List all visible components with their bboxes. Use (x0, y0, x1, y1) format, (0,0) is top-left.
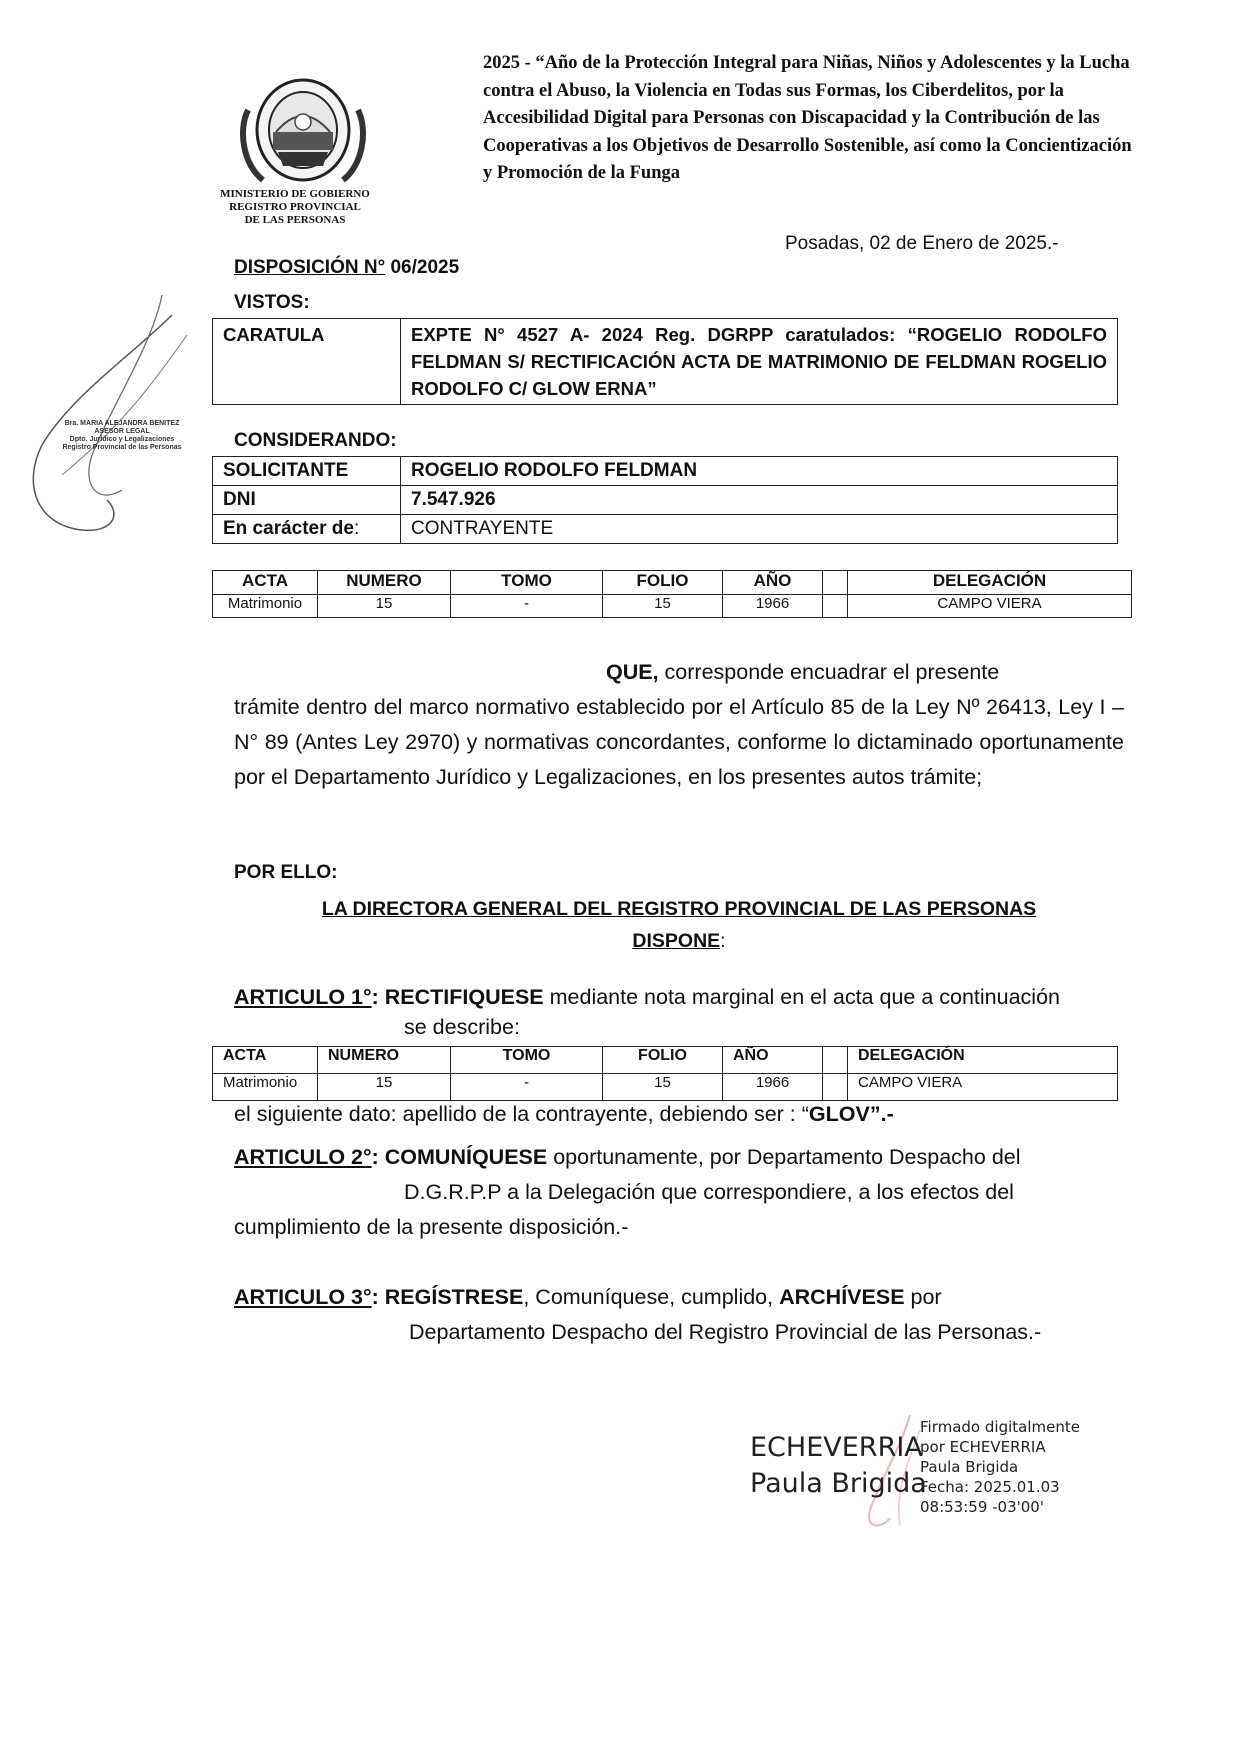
article-3 (234, 1280, 1124, 1350)
applicant-key-text: En carácter de (223, 518, 354, 539)
caratula-row (213, 319, 1118, 405)
que-lead: QUE, (606, 660, 659, 684)
article-2-colon: : (371, 1145, 379, 1169)
article-2-text3: cumplimiento de la presente disposición.- (234, 1215, 629, 1239)
applicant-value: ROGELIO RODOLFO FELDMAN (401, 457, 1118, 486)
acta-header-cell: TOMO (451, 571, 603, 595)
signature-detail-line: por ECHEVERRIA (920, 1438, 1046, 1456)
applicant-key-suffix: : (353, 518, 360, 539)
article-3-verb2: ARCHÍVESE (779, 1285, 905, 1309)
acta-header-cell: AÑO (723, 571, 823, 595)
acta-header-cell: TOMO (451, 1047, 603, 1074)
que-text-rest: trámite dentro del marco normativo establecido por el Artículo 85 de la Ley Nº 26413, Ley I – N° 89 (Antes Ley 2970) y normativas concordantes, conforme lo dictaminado oportunamente por el Departamento Jurídico y Legalizaciones, en los presentes autos trámite; (234, 695, 1124, 789)
article-2-verb: COMUNÍQUESE (378, 1145, 548, 1169)
que-first-line (234, 655, 1124, 690)
ministry-heading (205, 188, 385, 227)
signer-name-line: Paula Brigida (750, 1468, 927, 1499)
disposition-label: DISPOSICIÓN N° (234, 257, 386, 278)
place-date: Posadas, 02 de Enero de 2025.- (785, 233, 1059, 254)
article-1-tail-text: el siguiente dato: apellido de la contrayente, debiendo ser : “ (234, 1102, 809, 1126)
applicant-key: DNI (213, 486, 401, 515)
acta-cell: 15 (318, 595, 451, 618)
acta-cell: - (451, 595, 603, 618)
legal-advisor-signature (2, 275, 202, 545)
stamp-line: ASESOR LEGAL (94, 428, 150, 435)
article-3-verb: REGÍSTRESE (378, 1285, 524, 1309)
signature-detail-line: Paula Brigida (920, 1458, 1019, 1476)
acta-header-cell: ACTA (213, 1047, 318, 1074)
provincial-seal-logo (238, 70, 368, 188)
applicant-value: CONTRAYENTE (401, 515, 1118, 544)
acta-header-cell: NUMERO (318, 1047, 451, 1074)
signature-detail-line: Firmado digitalmente (920, 1418, 1080, 1436)
acta-cell (823, 595, 848, 618)
acta-cell: CAMPO VIERA (848, 1074, 1118, 1101)
dispone-line (234, 925, 1124, 957)
vistos-heading: VISTOS: (234, 292, 310, 313)
article-2 (234, 1140, 1124, 1245)
acta-table-rectify (212, 1046, 1118, 1101)
acta-data-row (213, 595, 1132, 618)
ministry-line: REGISTRO PROVINCIAL (229, 201, 361, 213)
acta-cell: Matrimonio (213, 595, 318, 618)
director-line: LA DIRECTORA GENERAL DEL REGISTRO PROVINCIAL DE LAS PERSONAS (321, 898, 1037, 920)
signature-detail-line: Fecha: 2025.01.03 (920, 1478, 1060, 1496)
stamp-line: Registro Provincial de las Personas (62, 444, 182, 451)
stamp-line: Bra. MARIA ALEJANDRA BENITEZ (64, 420, 180, 427)
acta-cell: 1966 (723, 1074, 823, 1101)
article-3-label: ARTICULO 3° (234, 1285, 372, 1309)
article-1-text: mediante nota marginal en el acta que a continuación (543, 985, 1060, 1009)
dispone-word: DISPONE (632, 930, 721, 952)
acta-header-cell: ACTA (213, 571, 318, 595)
year-motto: 2025 - “Año de la Protección Integral para Niñas, Niños y Adolescentes y la Lucha contra el Abuso, la Violencia en Todas sus Formas, los Ciberdelitos, por la Accesibilidad Digital para Personas con Discapacidad y la Contribución de las Cooperativas a los Objetivos de Desarrollo Sostenible, así como la Concientización y Promoción de la Funga (483, 53, 1132, 183)
acta-cell: 1966 (723, 595, 823, 618)
article-2-label: ARTICULO 2° (234, 1145, 372, 1169)
disposition-value: 06/2025 (385, 257, 460, 278)
applicant-row (213, 457, 1118, 486)
applicant-row (213, 515, 1118, 544)
applicant-row (213, 486, 1118, 515)
acta-header-cell: FOLIO (603, 571, 723, 595)
article-1 (234, 980, 1124, 1039)
acta-header-cell: AÑO (723, 1047, 823, 1074)
applicant-key: SOLICITANTE (213, 457, 401, 486)
acta-cell: Matrimonio (213, 1074, 318, 1101)
legal-advisor-stamp (58, 420, 186, 452)
article-1-text2: se describe: (404, 1015, 520, 1039)
acta-cell: CAMPO VIERA (848, 595, 1132, 618)
article-1-tail-value: GLOV”.- (808, 1102, 894, 1126)
digital-signature-details (920, 1417, 1080, 1517)
dispone-colon: : (720, 930, 726, 952)
signature-detail-line: 08:53:59 -03'00' (920, 1498, 1044, 1516)
article-3-colon: : (371, 1285, 379, 1309)
acta-header-cell: NUMERO (318, 571, 451, 595)
acta-header-cell: DELEGACIÓN (848, 571, 1132, 595)
article-3-text-end: por (904, 1285, 942, 1309)
caratula-key: CARATULA (213, 319, 401, 405)
article-1-label: ARTICULO 1° (234, 985, 372, 1009)
signer-name (750, 1430, 927, 1502)
acta-header-cell (823, 1047, 848, 1074)
article-1-colon: : (371, 985, 379, 1009)
article-1-verb: RECTIFIQUESE (378, 985, 544, 1009)
que-paragraph (234, 655, 1124, 795)
article-2-text2: D.G.R.P.P a la Delegación que correspondiere, a los efectos del (404, 1180, 1014, 1204)
article-1-tail (234, 1102, 1124, 1127)
acta-cell: - (451, 1074, 603, 1101)
article-3-text: , Comuníquese, cumplido, (523, 1285, 780, 1309)
acta-header-row (213, 571, 1132, 595)
acta-cell: 15 (318, 1074, 451, 1101)
ministry-line: DE LAS PERSONAS (244, 214, 346, 226)
disposition-number (234, 257, 459, 279)
acta-cell: 15 (603, 595, 723, 618)
article-2-text: oportunamente, por Departamento Despacho del (547, 1145, 1021, 1169)
acta-cell (823, 1074, 848, 1101)
caratula-table (212, 318, 1118, 405)
applicant-table (212, 456, 1118, 544)
por-ello-heading: POR ELLO: (234, 862, 338, 883)
acta-header-cell (823, 571, 848, 595)
acta-data-row (213, 1074, 1118, 1101)
acta-header-row (213, 1047, 1118, 1074)
acta-header-cell: DELEGACIÓN (848, 1047, 1118, 1074)
ministry-line: MINISTERIO DE GOBIERNO (220, 188, 370, 200)
acta-cell: 15 (603, 1074, 723, 1101)
stamp-line: Dpto. Jurídico y Legalizaciones (69, 436, 175, 443)
article-3-text2: Departamento Despacho del Registro Provincial de las Personas.- (409, 1320, 1042, 1344)
acta-header-cell: FOLIO (603, 1047, 723, 1074)
applicant-key (213, 515, 401, 544)
que-text-first: corresponde encuadrar el presente (658, 660, 1000, 684)
signer-name-line: ECHEVERRIA (750, 1432, 923, 1463)
acta-table (212, 570, 1132, 618)
director-heading (234, 893, 1124, 957)
caratula-value: EXPTE N° 4527 A- 2024 Reg. DGRPP caratulados: “ROGELIO RODOLFO FELDMAN S/ RECTIFICACIÓN ACTA DE MATRIMONIO DE FELDMAN ROGELIO RODOLFO C/ GLOW ERNA” (401, 319, 1118, 405)
applicant-value: 7.547.926 (401, 486, 1118, 515)
considerando-heading: CONSIDERANDO: (234, 430, 397, 451)
